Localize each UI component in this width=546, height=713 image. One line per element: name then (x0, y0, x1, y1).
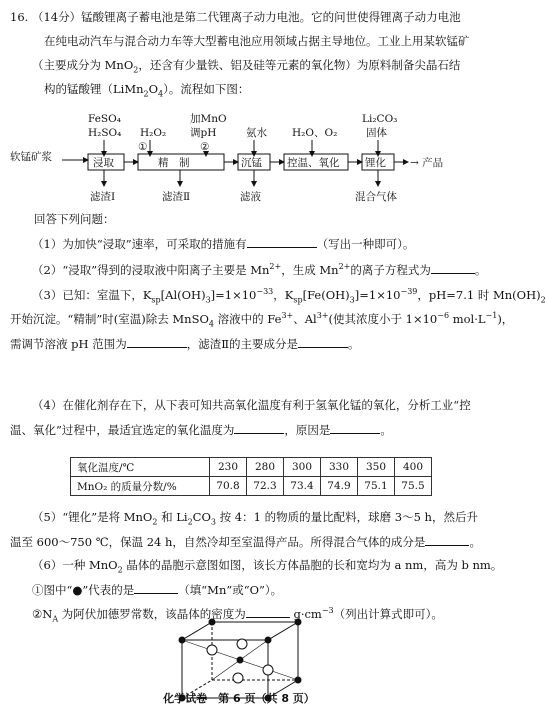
q3-ph-blank[interactable] (127, 336, 187, 348)
step-lithiate-label: 锂化 (365, 157, 386, 169)
question-number: 16. (10, 10, 29, 24)
q1-blank[interactable] (247, 236, 317, 248)
mixed-gas: 混合气体 (355, 191, 397, 203)
intro-line-4: 构的锰酸锂$(LiMn_2O_4)$。流程如下图： (44, 82, 250, 99)
reagent-h2o-o2: H₂O、O₂ (292, 127, 338, 139)
table-cell: 75.5 (395, 477, 432, 496)
atom-dot (295, 677, 302, 684)
q4-line1: （4）在催化剂存在下，从下表可知共高氧化温度有利于氢氧化锰的氧化，分析工业“控 (32, 398, 471, 412)
table-cell: 330 (321, 458, 358, 477)
table-cell: 300 (284, 458, 321, 477)
intro-line-2: 在纯电动汽车与混合动力车等大型蓄电池应用领域占据主导地位。工业上用某软锰矿 (44, 34, 470, 48)
step-precip-label: 沉锰 (241, 157, 262, 169)
q4-temp-blank[interactable] (234, 422, 284, 434)
table-cell: 73.4 (284, 477, 321, 496)
q3-line2: 开始沉淀。“精制”时(室温)除去 MnSO$_4$ 溶液中的 $Fe^{3+}$、$Al^{3+}$(使其浓度小于 $1\times 10^{-6}$ $mol\cdot L^{-1}$)， (10, 311, 514, 329)
table-cell: 75.1 (358, 477, 395, 496)
table-cell: 280 (247, 458, 284, 477)
table-header-temp: 氧化温度/℃ (71, 458, 210, 477)
answer-prompt: 回答下列问题： (34, 212, 115, 226)
q5-line1: （5）“锂化”是将 MnO$_2$ 和 $Li_2CO_3$ 按 4：1 的物质的量比配料，球磨 3～5 h，然后升 (32, 510, 478, 527)
reagent-ammonia: 氨水 (246, 127, 267, 139)
table-cell: 72.3 (247, 477, 284, 496)
step-refine-label: 精 制 (158, 157, 190, 169)
residue-2: 滤渣Ⅱ (162, 191, 191, 203)
q6-atom-blank[interactable] (134, 582, 178, 594)
q5-line2: 温至 600～750 ℃，保温 24 h，自然冷却至室温得产品。所得混合气体的成分是 。 (10, 535, 481, 549)
atom-circle (237, 639, 247, 649)
atom-dot (179, 637, 186, 644)
reagent-li2co3: Li₂CO₃ (362, 113, 398, 125)
question-score: （14分） (31, 10, 82, 24)
q2-blank[interactable] (431, 262, 475, 274)
q6-line2: ①图中“●”代表的是 （填“Mn”或“O”）。 (32, 583, 283, 597)
step-oxidize-label: 控温、氧化 (287, 157, 340, 169)
table-cell: 350 (358, 458, 395, 477)
raw-material: 软锰矿浆 (10, 151, 52, 163)
atom-circle (263, 665, 273, 675)
table-cell: 230 (210, 458, 247, 477)
q2: （2）“浸取”得到的浸取液中阳离子主要是 $Mn^{2+}$，生成 $Mn^{2+}$的离子方程式为 。 (32, 262, 487, 277)
table-cell: 70.8 (210, 477, 247, 496)
reagent-step2: ② (200, 141, 210, 153)
q4-line2: 温、氧化”过程中，最适宜选定的氧化温度为 ，原因是 。 (10, 423, 392, 437)
reagent-step1: ① (138, 141, 148, 153)
q1: （1）为加快“浸取”速率，可采取的措施有 （写出一种即可）。 (32, 237, 415, 251)
table-header-fraction: MnO₂ 的质量分数/% (71, 477, 210, 496)
product-label: → 产品 (410, 157, 444, 169)
process-flowchart (0, 112, 478, 212)
atom-circle (233, 673, 243, 683)
atom-dot (265, 637, 272, 644)
q5-blank[interactable] (425, 534, 469, 546)
table-cell: 74.9 (321, 477, 358, 496)
reagent-mno: 加MnO (190, 113, 227, 125)
atom-circle (207, 645, 217, 655)
q6-line3: $②N_A$ 为阿伏加德罗常数，该晶体的密度为 $g\cdot cm^{-3}$（列出计算式即可）。 (32, 606, 443, 624)
reagent-solid: 固体 (366, 127, 387, 139)
table-row (71, 477, 432, 496)
reagent-feso4: FeSO₄ (88, 113, 121, 125)
q3-line1: （3）已知：室温下，$K_{sp}[Al(OH)_3]=1\times 10^{-33}$，$K_{sp}[Fe(OH)_3]=1\times 10^{-39}$，pH=7.1 时 $Mn(OH)_2$ (32, 287, 546, 305)
residue-1: 滤渣Ⅰ (90, 191, 116, 203)
intro-line-1: 锰酸锂离子蓄电池是第二代锂离子动力电池。它的问世使得锂离子动力电池 (81, 10, 461, 24)
page-footer: 化学试卷 第 6 页（共 8 页） (163, 692, 315, 705)
table-row (71, 458, 432, 477)
reagent-h2so4: H₂SO₄ (88, 127, 122, 139)
question-header (10, 10, 461, 24)
q6-density-blank[interactable] (246, 606, 290, 618)
atom-dot (237, 657, 244, 664)
table-cell: 400 (395, 458, 432, 477)
reagent-h2o2: H₂O₂ (140, 127, 167, 139)
intro-line-3: （主要成分为 MnO$_2$，还含有少量铁、铝及硅等元素的氧化物）为原料制备尖晶石结 (32, 58, 461, 75)
q3-residue-blank[interactable] (298, 336, 348, 348)
q6-line1: （6）一种 MnO$_2$ 晶体的晶胞示意图如图，该长方体晶胞的长和宽均为 a nm，高为 b nm。 (32, 558, 503, 575)
reagent-adjust-ph: 调pH (190, 127, 217, 139)
q4-reason-blank[interactable] (330, 422, 380, 434)
step-leach-label: 浸取 (93, 157, 114, 169)
oxidation-table (70, 457, 432, 496)
filtrate: 滤液 (240, 191, 261, 203)
q3-line3: 需调节溶液 pH 范围为 ，滤渣Ⅱ的主要成分是 。 (10, 337, 360, 351)
